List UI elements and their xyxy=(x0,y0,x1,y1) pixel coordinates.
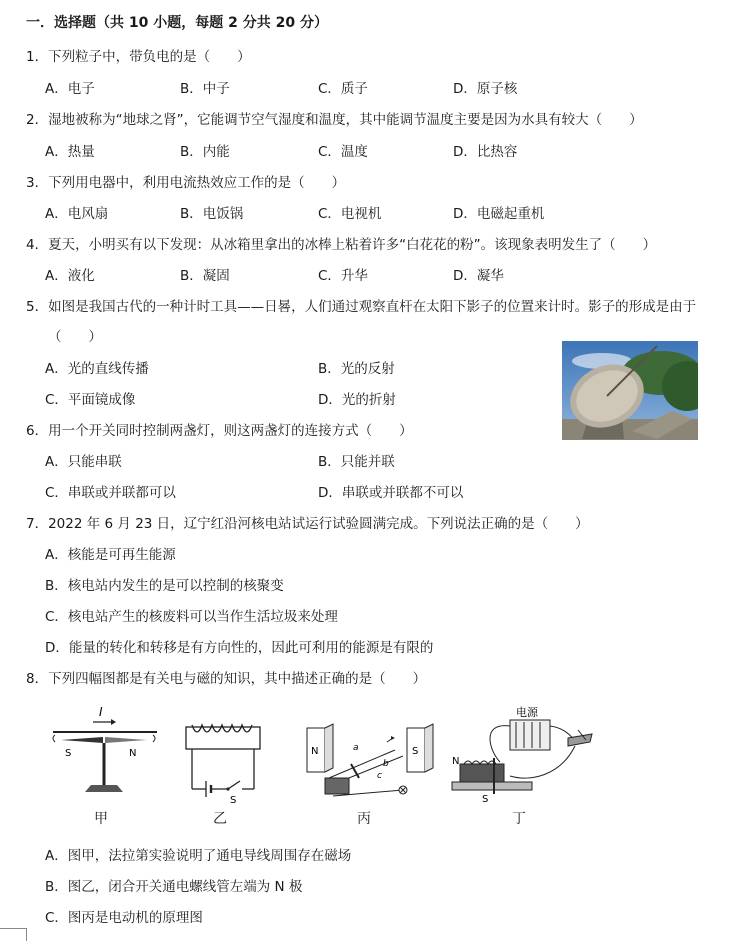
q3-option-d[interactable]: D．电磁起重机 xyxy=(453,206,545,222)
question-3-stem: 3．下列用电器中，利用电流热效应工作的是（ ） xyxy=(26,175,346,191)
q5-option-d[interactable]: D．光的折射 xyxy=(318,392,396,408)
section-title: 一．选择题（共 10 小题，每题 2 分共 20 分） xyxy=(26,15,328,31)
q6-option-b[interactable]: B．只能并联 xyxy=(318,454,395,470)
rail-b-label: b xyxy=(383,759,389,769)
q5-option-c[interactable]: C．平面镜成像 xyxy=(45,392,136,408)
needle-s-label: S xyxy=(65,748,72,759)
figure-ding xyxy=(450,702,600,807)
q3-option-c[interactable]: C．电视机 xyxy=(318,206,382,222)
q4-option-c[interactable]: C．升华 xyxy=(318,268,368,284)
question-8-stem: 8．下列四幅图都是有关电与磁的知识，其中描述正确的是（ ） xyxy=(26,671,427,687)
q1-option-d[interactable]: D．原子核 xyxy=(453,81,518,97)
switch-s-label: S xyxy=(230,795,237,805)
page-corner-mark xyxy=(0,928,27,941)
question-1-stem: 1．下列粒子中，带负电的是（ ） xyxy=(26,49,251,65)
figure-jia xyxy=(45,700,165,800)
q7-option-b[interactable]: B．核电站内发生的是可以控制的核聚变 xyxy=(45,578,284,594)
figure-bing xyxy=(303,720,438,805)
magnet-s-label: S xyxy=(412,746,419,757)
caption-bing: 丙 xyxy=(357,811,371,827)
rail-c-label: c xyxy=(377,771,382,781)
question-7-stem: 7．2022 年 6 月 23 日，辽宁红沿河核电站试运行试验圆满完成。下列说法正确的是（ ） xyxy=(26,516,589,532)
q1-option-b[interactable]: B．中子 xyxy=(180,81,230,97)
q7-option-a[interactable]: A．核能是可再生能源 xyxy=(45,547,176,563)
power-label: 电源 xyxy=(516,706,538,719)
q4-option-b[interactable]: B．凝固 xyxy=(180,268,230,284)
question-5-stem: 5．如图是我国古代的一种计时工具——日晷，人们通过观察直杆在太阳下影子的位置来计时。影子的形成是由于 xyxy=(26,299,697,315)
needle-n-label: N xyxy=(129,748,137,759)
q6-option-c[interactable]: C．串联或并联都可以 xyxy=(45,485,176,501)
q6-option-a[interactable]: A．只能串联 xyxy=(45,454,122,470)
q2-option-a[interactable]: A．热量 xyxy=(45,144,95,160)
question-4-stem: 4．夏天，小明买有以下发现：从冰箱里拿出的冰棒上粘着许多“白花花的粉”。该现象表明发生了（ ） xyxy=(26,237,657,253)
q7-option-d[interactable]: D．能量的转化和转移是有方向性的，因此可利用的能源是有限的 xyxy=(45,640,434,656)
q1-option-c[interactable]: C．质子 xyxy=(318,81,368,97)
caption-ding: 丁 xyxy=(512,811,526,827)
q2-option-d[interactable]: D．比热容 xyxy=(453,144,518,160)
caption-jia: 甲 xyxy=(94,811,108,827)
q1-option-a[interactable]: A．电子 xyxy=(45,81,95,97)
q8-option-b[interactable]: B．图乙，闭合开关通电螺线管左端为 N 极 xyxy=(45,879,303,895)
question-2-stem: 2．湿地被称为“地球之肾”，它能调节空气湿度和温度，其中能调节温度主要是因为水具有较大（ ） xyxy=(26,112,643,128)
q2-option-c[interactable]: C．温度 xyxy=(318,144,368,160)
rail-a-label: a xyxy=(353,743,359,753)
figure-yi xyxy=(178,715,268,805)
coil-s-label: S xyxy=(482,794,489,805)
q3-option-a[interactable]: A．电风扇 xyxy=(45,206,109,222)
q6-option-d[interactable]: D．串联或并联都不可以 xyxy=(318,485,464,501)
q4-option-d[interactable]: D．凝华 xyxy=(453,268,504,284)
q7-option-c[interactable]: C．核电站产生的核废料可以当作生活垃圾来处理 xyxy=(45,609,338,625)
q8-option-a[interactable]: A．图甲，法拉第实验说明了通电导线周围存在磁场 xyxy=(45,848,352,864)
q5-option-b[interactable]: B．光的反射 xyxy=(318,361,395,377)
coil-n-label: N xyxy=(452,756,460,767)
magnet-n-label: N xyxy=(311,746,319,757)
question-6-stem: 6．用一个开关同时控制两盏灯，则这两盏灯的连接方式（ ） xyxy=(26,423,413,439)
caption-yi: 乙 xyxy=(213,811,227,827)
q5-option-a[interactable]: A．光的直线传播 xyxy=(45,361,149,377)
q8-option-c[interactable]: C．图丙是电动机的原理图 xyxy=(45,910,203,926)
q3-option-b[interactable]: B．电饭锅 xyxy=(180,206,244,222)
q2-option-b[interactable]: B．内能 xyxy=(180,144,230,160)
question-5-stem-cont: （ ） xyxy=(48,329,102,345)
current-label: I xyxy=(99,705,103,719)
sundial-photo xyxy=(562,341,698,440)
q4-option-a[interactable]: A．液化 xyxy=(45,268,95,284)
